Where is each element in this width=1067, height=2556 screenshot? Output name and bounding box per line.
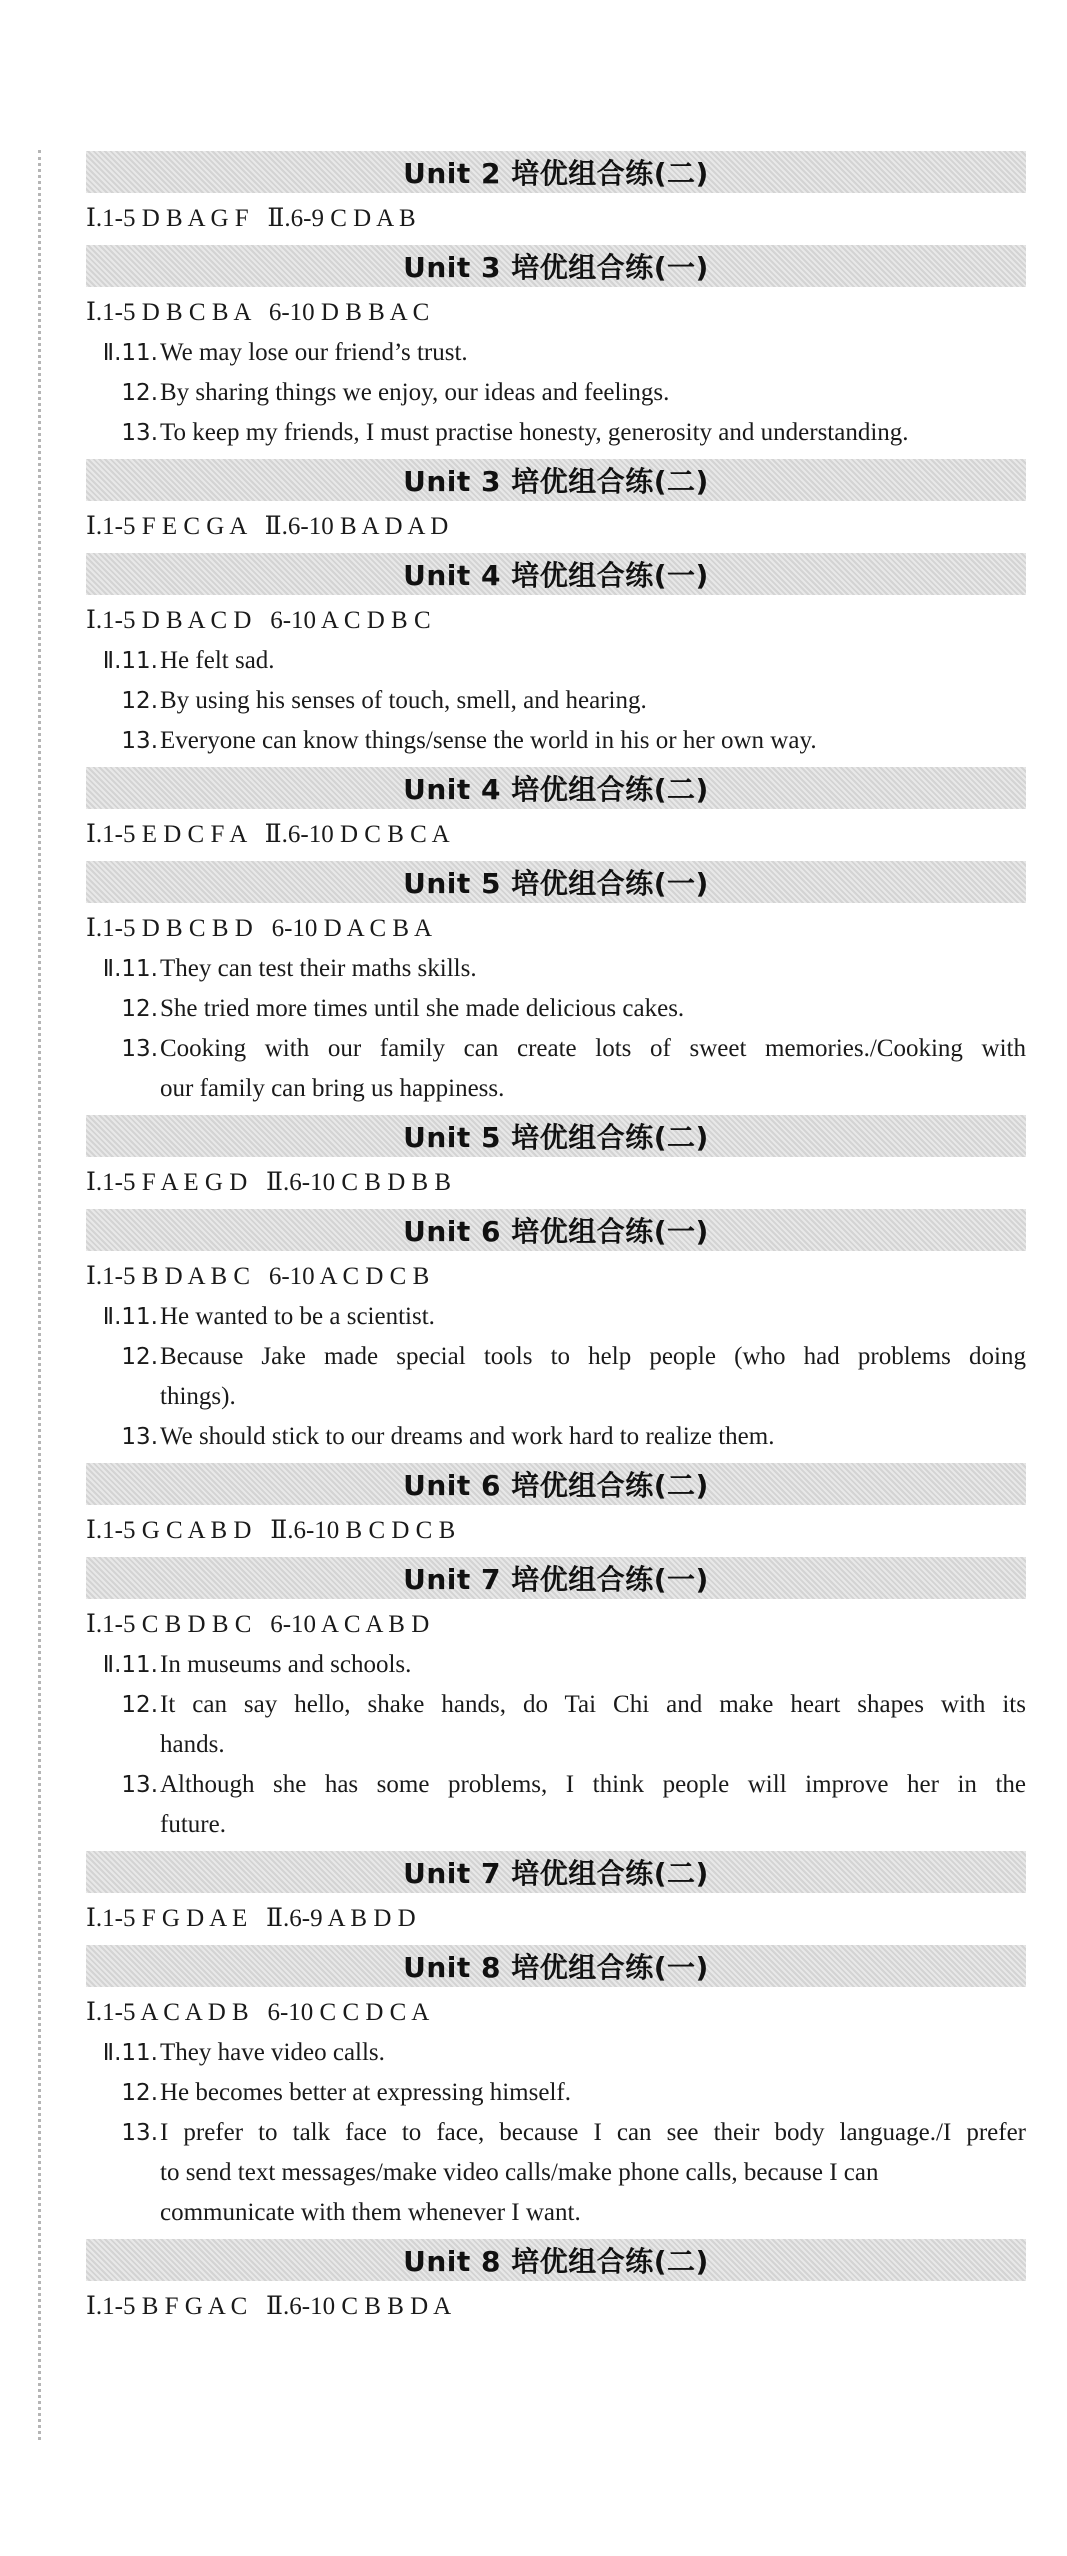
- item-number: 13.: [121, 1424, 158, 1450]
- item-indent: [86, 1805, 158, 1845]
- item-answer-text: He felt sad.: [160, 647, 275, 674]
- item-answer-text: Everyone can know things/sense the world in his or her own way.: [160, 727, 817, 754]
- item-number: Ⅱ.11.: [102, 648, 158, 674]
- section-title-banner: Unit 8 培优组合练(一): [86, 1945, 1026, 1987]
- answer-line: Ⅰ.1-5 A C A D B 6-10 C C D C A: [86, 1999, 430, 2026]
- item-number: 12.: [121, 1344, 158, 1370]
- item-number: 13.: [121, 728, 158, 754]
- item-number: Ⅱ.11.: [102, 2040, 158, 2066]
- answer-item-continuation: [86, 1725, 1026, 1765]
- item-indent: [86, 1377, 158, 1417]
- item-number: 13.: [121, 420, 158, 446]
- item-number: 12.: [121, 1692, 158, 1718]
- item-answer-text: By sharing things we enjoy, our ideas and feelings.: [160, 379, 670, 406]
- section-title-banner: Unit 6 培优组合练(一): [86, 1209, 1026, 1251]
- item-indent: [86, 1725, 158, 1765]
- section-title-banner: Unit 5 培优组合练(二): [86, 1115, 1026, 1157]
- answer-item: [86, 1645, 1026, 1685]
- section-title-banner: Unit 2 培优组合练(二): [86, 151, 1026, 193]
- item-number: Ⅱ.11.: [102, 1652, 158, 1678]
- item-answer-text: In museums and schools.: [160, 1651, 412, 1678]
- item-answer-text-continued: hands.: [160, 1731, 225, 1758]
- section-title-banner: Unit 5 培优组合练(一): [86, 861, 1026, 903]
- answer-line: Ⅰ.1-5 F G D A E Ⅱ.6-9 A B D D: [86, 1905, 416, 1932]
- item-answer-text: By using his senses of touch, smell, and hearing.: [160, 687, 647, 714]
- item-indent: [86, 2193, 158, 2233]
- item-answer-text: They have video calls.: [160, 2039, 385, 2066]
- answer-line: Ⅰ.1-5 D B C B A 6-10 D B B A C: [86, 299, 430, 326]
- item-number: 12.: [121, 2080, 158, 2106]
- answer-item: [86, 1029, 1026, 1069]
- answer-item: [86, 373, 1026, 413]
- margin-dotted-divider: [38, 150, 41, 2440]
- item-indent: [86, 2153, 158, 2193]
- answer-item: [86, 1297, 1026, 1337]
- answer-item: [86, 721, 1026, 761]
- item-answer-text: I prefer to talk face to face, because I can see their body language./I prefer: [160, 2119, 1026, 2146]
- item-number: Ⅱ.11.: [102, 340, 158, 366]
- item-answer-text: It can say hello, shake hands, do Tai Chi and make heart shapes with its: [160, 1691, 1026, 1718]
- item-answer-text: Although she has some problems, I think people will improve her in the: [160, 1771, 1026, 1798]
- answer-item: [86, 989, 1026, 1029]
- item-number: 13.: [121, 2120, 158, 2146]
- item-answer-text: We may lose our friend’s trust.: [160, 339, 468, 366]
- answer-item: [86, 413, 1026, 453]
- item-number: Ⅱ.11.: [102, 956, 158, 982]
- item-answer-text: He wanted to be a scientist.: [160, 1303, 435, 1330]
- item-answer-text-continued: things).: [160, 1383, 236, 1410]
- item-answer-text-continued: to send text messages/make video calls/make phone calls, because I can: [160, 2159, 879, 2186]
- answer-line: Ⅰ.1-5 C B D B C 6-10 A C A B D: [86, 1611, 430, 1638]
- answer-item: [86, 1417, 1026, 1457]
- section-title-banner: Unit 7 培优组合练(二): [86, 1851, 1026, 1893]
- answer-item: [86, 1765, 1026, 1805]
- answer-item: [86, 949, 1026, 989]
- section-title-banner: Unit 3 培优组合练(一): [86, 245, 1026, 287]
- section-title-banner: Unit 4 培优组合练(二): [86, 767, 1026, 809]
- answer-item: [86, 1337, 1026, 1377]
- item-number: 12.: [121, 996, 158, 1022]
- answer-item: [86, 1685, 1026, 1725]
- item-number: Ⅱ.11.: [102, 1304, 158, 1330]
- section-title-banner: Unit 7 培优组合练(一): [86, 1557, 1026, 1599]
- answer-line: Ⅰ.1-5 B F G A C Ⅱ.6-10 C B B D A: [86, 2293, 452, 2320]
- answer-item-continuation: [86, 1069, 1026, 1109]
- answer-item: [86, 333, 1026, 373]
- item-number: 13.: [121, 1036, 158, 1062]
- item-answer-text-continued: our family can bring us happiness.: [160, 1075, 505, 1102]
- item-answer-text: To keep my friends, I must practise honesty, generosity and understanding.: [160, 419, 909, 446]
- answer-item-continuation: [86, 1377, 1026, 1417]
- answer-line: Ⅰ.1-5 F E C G A Ⅱ.6-10 B A D A D: [86, 513, 449, 540]
- answer-item-continuation: [86, 1805, 1026, 1845]
- item-answer-text-continued: future.: [160, 1811, 226, 1838]
- item-answer-text: Because Jake made special tools to help people (who had problems doing: [160, 1343, 1026, 1370]
- item-indent: [86, 1069, 158, 1109]
- answer-line: Ⅰ.1-5 B D A B C 6-10 A C D C B: [86, 1263, 430, 1290]
- item-number: 12.: [121, 688, 158, 714]
- answer-line: Ⅰ.1-5 D B A G F Ⅱ.6-9 C D A B: [86, 205, 416, 232]
- section-title-banner: Unit 8 培优组合练(二): [86, 2239, 1026, 2281]
- answer-line: Ⅰ.1-5 D B A C D 6-10 A C D B C: [86, 607, 431, 634]
- item-answer-text: He becomes better at expressing himself.: [160, 2079, 571, 2106]
- answer-line: Ⅰ.1-5 F A E G D Ⅱ.6-10 C B D B B: [86, 1169, 452, 1196]
- answer-item: [86, 2073, 1026, 2113]
- section-title-banner: Unit 6 培优组合练(二): [86, 1463, 1026, 1505]
- answer-line: Ⅰ.1-5 E D C F A Ⅱ.6-10 D C B C A: [86, 821, 450, 848]
- answer-item-continuation: [86, 2193, 1026, 2233]
- answer-item: [86, 681, 1026, 721]
- item-answer-text-continued: communicate with them whenever I want.: [160, 2199, 581, 2226]
- section-title-banner: Unit 3 培优组合练(二): [86, 459, 1026, 501]
- item-answer-text: She tried more times until she made delicious cakes.: [160, 995, 685, 1022]
- answer-item: [86, 2113, 1026, 2153]
- item-number: 12.: [121, 380, 158, 406]
- answer-line: Ⅰ.1-5 D B C B D 6-10 D A C B A: [86, 915, 433, 942]
- answer-item: [86, 641, 1026, 681]
- answer-item-continuation: [86, 2153, 1026, 2193]
- item-number: 13.: [121, 1772, 158, 1798]
- item-answer-text: We should stick to our dreams and work hard to realize them.: [160, 1423, 775, 1450]
- answer-item: [86, 2033, 1026, 2073]
- answer-line: Ⅰ.1-5 G C A B D Ⅱ.6-10 B C D C B: [86, 1517, 456, 1544]
- section-title-banner: Unit 4 培优组合练(一): [86, 553, 1026, 595]
- item-answer-text: Cooking with our family can create lots of sweet memories./Cooking with: [160, 1035, 1026, 1062]
- answer-key-content: [86, 145, 1026, 2327]
- item-answer-text: They can test their maths skills.: [160, 955, 477, 982]
